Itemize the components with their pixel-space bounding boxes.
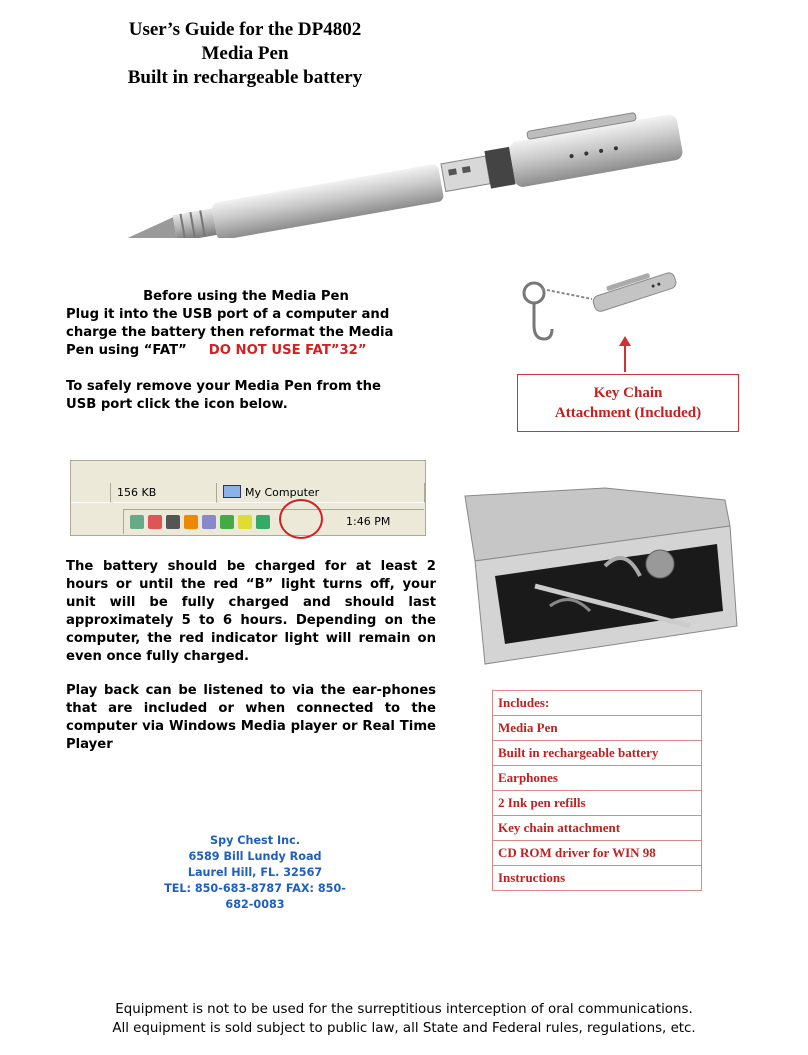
before-use-line-3	[66, 342, 426, 360]
clock-time: 1:46 PM	[346, 515, 391, 528]
legal-footer	[0, 1000, 808, 1038]
before-use-line-2: charge the battery then reformat the Media	[66, 325, 394, 340]
includes-item: CD ROM driver for WIN 98	[493, 841, 702, 866]
highlight-circle	[279, 499, 323, 539]
playback-paragraph: Play back can be listened to via the ear-phones that are included or when connected to the computer via Windows Media player or Real Time Player	[66, 683, 436, 752]
status-cell-empty	[71, 483, 111, 503]
media-pen-photo	[110, 88, 710, 238]
battery-charging-paragraph: The battery should be charged for at least 2 hours or until the red “B” light turns off, your unit will be fully charged and should last approximately 5 to 6 hours. Depending on the computer, the red indicator light will remain on even once fully charged.	[66, 559, 436, 664]
city-address: Laurel Hill, FL. 32567	[187, 866, 323, 879]
key-chain-callout	[517, 374, 739, 432]
includes-item: Media Pen	[493, 716, 702, 741]
before-use-line-1: Plug it into the USB port of a computer and	[66, 307, 390, 322]
computer-icon	[223, 485, 241, 498]
before-use-instructions	[66, 288, 426, 360]
list-item	[493, 791, 702, 816]
fat-instruction: Pen using “FAT”	[66, 343, 187, 358]
includes-heading: Includes:	[493, 691, 702, 716]
document-title	[60, 18, 430, 90]
includes-item: 2 Ink pen refills	[493, 791, 702, 816]
company-name: Spy Chest Inc.	[210, 834, 300, 847]
title-line-1: User’s Guide for the DP4802	[128, 19, 362, 40]
footer-line-2: All equipment is sold subject to public law, all State and Federal rules, regulations, etc.	[112, 1021, 696, 1036]
usb-icon[interactable]	[220, 515, 234, 529]
list-item	[493, 816, 702, 841]
status-size-cell: 156 KB	[113, 483, 217, 503]
list-item	[493, 691, 702, 716]
company-address	[150, 833, 360, 913]
list-item	[493, 741, 702, 766]
includes-item: Built in rechargeable battery	[493, 741, 702, 766]
footer-line-1: Equipment is not to be used for the surreptitious interception of oral communications.	[115, 1002, 693, 1017]
phone-line-1: TEL: 850-683-8787 FAX: 850-	[164, 882, 346, 895]
includes-item: Instructions	[493, 866, 702, 891]
fat32-warning: DO NOT USE FAT”32”	[208, 343, 367, 358]
pen-tray-icon[interactable]	[202, 515, 216, 529]
title-line-2: Media Pen	[201, 43, 289, 64]
key-chain-line-2: Attachment (Included)	[554, 405, 702, 421]
includes-item: Key chain attachment	[493, 816, 702, 841]
key-chain-photo	[512, 255, 682, 355]
system-tray	[123, 509, 424, 534]
safe-remove-line-1: To safely remove your Media Pen from the	[66, 379, 381, 394]
list-item	[493, 766, 702, 791]
phone-icon[interactable]	[130, 515, 144, 529]
up-arrow-icon	[618, 336, 632, 374]
list-item	[493, 866, 702, 891]
status-location-cell	[219, 483, 425, 503]
includes-item: Earphones	[493, 766, 702, 791]
taskbar-screenshot	[70, 460, 426, 536]
before-use-heading: Before using the Media Pen	[143, 289, 349, 304]
phone-line-2: 682-0083	[225, 898, 285, 911]
key-chain-line-1: Key Chain	[593, 385, 663, 401]
my-computer-label: My Computer	[245, 486, 320, 499]
list-item	[493, 716, 702, 741]
safe-remove-instructions	[66, 378, 436, 414]
includes-list	[492, 690, 702, 891]
safely-remove-hardware-icon[interactable]	[256, 515, 270, 529]
color-icon[interactable]	[184, 515, 198, 529]
network-icon[interactable]	[166, 515, 180, 529]
title-line-3: Built in rechargeable battery	[127, 67, 363, 88]
gift-tin-photo	[455, 486, 740, 668]
antivirus-icon[interactable]	[148, 515, 162, 529]
notes-icon[interactable]	[238, 515, 252, 529]
street-address: 6589 Bill Lundy Road	[188, 850, 322, 863]
list-item	[493, 841, 702, 866]
safe-remove-line-2: USB port click the icon below.	[66, 397, 288, 412]
